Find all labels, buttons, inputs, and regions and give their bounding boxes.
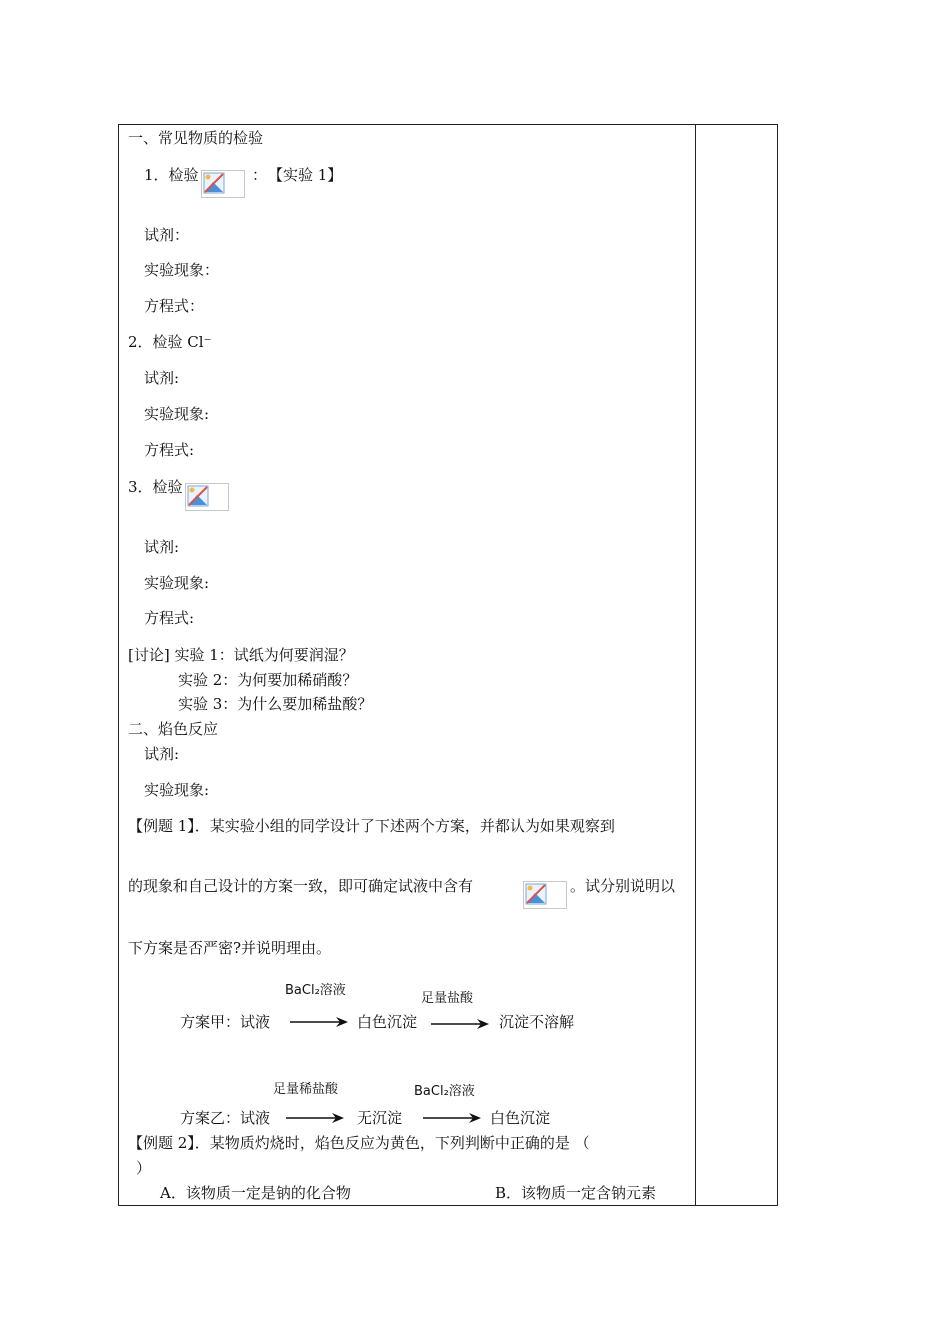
example2-line2: ） <box>136 1159 152 1177</box>
planB-product2: 白色沉淀 <box>490 1109 551 1127</box>
example2-optionA: A．该物质一定是钠的化合物 <box>160 1184 351 1202</box>
item1-phenomenon: 实验现象： <box>144 261 220 279</box>
planB-product1: 无沉淀 <box>357 1109 403 1127</box>
item3-reagent: 试剂: <box>144 538 180 556</box>
item1-reagent: 试剂： <box>144 226 190 244</box>
example1-line2a: 的现象和自己设计的方案一致，即可确定试液中含有 <box>128 877 474 895</box>
example1-line2b: 。试分别说明以 <box>570 877 676 895</box>
item2-reagent: 试剂: <box>144 369 180 387</box>
section1-heading: 一、常见物质的检验 <box>128 129 264 147</box>
broken-image-icon <box>523 881 567 909</box>
planA-label: 方案甲：试液 <box>180 1013 271 1031</box>
planB-label: 方案乙：试液 <box>180 1109 271 1127</box>
arrow-icon <box>286 1112 346 1124</box>
broken-image-icon <box>185 483 229 511</box>
discussion-line3: 实验 3：为什么要加稀盐酸？ <box>178 695 373 713</box>
section2-reagent: 试剂: <box>144 745 180 763</box>
item1-prefix: 1．检验 <box>144 166 199 184</box>
item2-equation: 方程式: <box>144 441 195 459</box>
arrow-icon <box>431 1018 491 1030</box>
arrow-icon <box>290 1016 350 1028</box>
item2-phenomenon: 实验现象: <box>144 405 210 423</box>
item1-equation: 方程式： <box>144 297 205 315</box>
section2-heading: 二、焰色反应 <box>128 720 219 738</box>
discussion-line1: [讨论] 实验 1：试纸为何要润湿？ <box>128 646 354 664</box>
arrow-icon <box>423 1112 483 1124</box>
planA-product2: 沉淀不溶解 <box>499 1013 575 1031</box>
example1-line3: 下方案是否严密?并说明理由。 <box>128 939 332 957</box>
item2-prefix: 2．检验 Cl⁻ <box>128 333 212 351</box>
planA-reagent1: BaCl₂溶液 <box>285 983 346 998</box>
planA-product1: 白色沉淀 <box>357 1013 418 1031</box>
example2-line1: 【例题 2】．某物质灼烧时，焰色反应为黄色，下列判断中正确的是 （ <box>128 1134 590 1152</box>
broken-image-icon <box>201 170 245 198</box>
discussion-line2: 实验 2：为何要加稀硝酸？ <box>178 671 358 689</box>
item1-colon: ： <box>252 166 268 184</box>
table-column-divider <box>695 124 696 1206</box>
item1-experiment: 【实验 1】 <box>268 166 343 184</box>
example2-optionB: B．该物质一定含钠元素 <box>495 1184 657 1202</box>
content-table <box>118 124 778 1206</box>
planB-reagent2: BaCl₂溶液 <box>414 1084 475 1099</box>
item3-prefix: 3．检验 <box>128 478 183 496</box>
item3-equation: 方程式: <box>144 609 195 627</box>
planA-reagent2: 足量盐酸 <box>421 991 474 1006</box>
section2-phenomenon: 实验现象: <box>144 781 210 799</box>
planB-reagent1: 足量稀盐酸 <box>273 1082 339 1097</box>
example1-line1: 【例题 1】．某实验小组的同学设计了下述两个方案，并都认为如果观察到 <box>128 817 615 835</box>
item3-phenomenon: 实验现象: <box>144 574 210 592</box>
